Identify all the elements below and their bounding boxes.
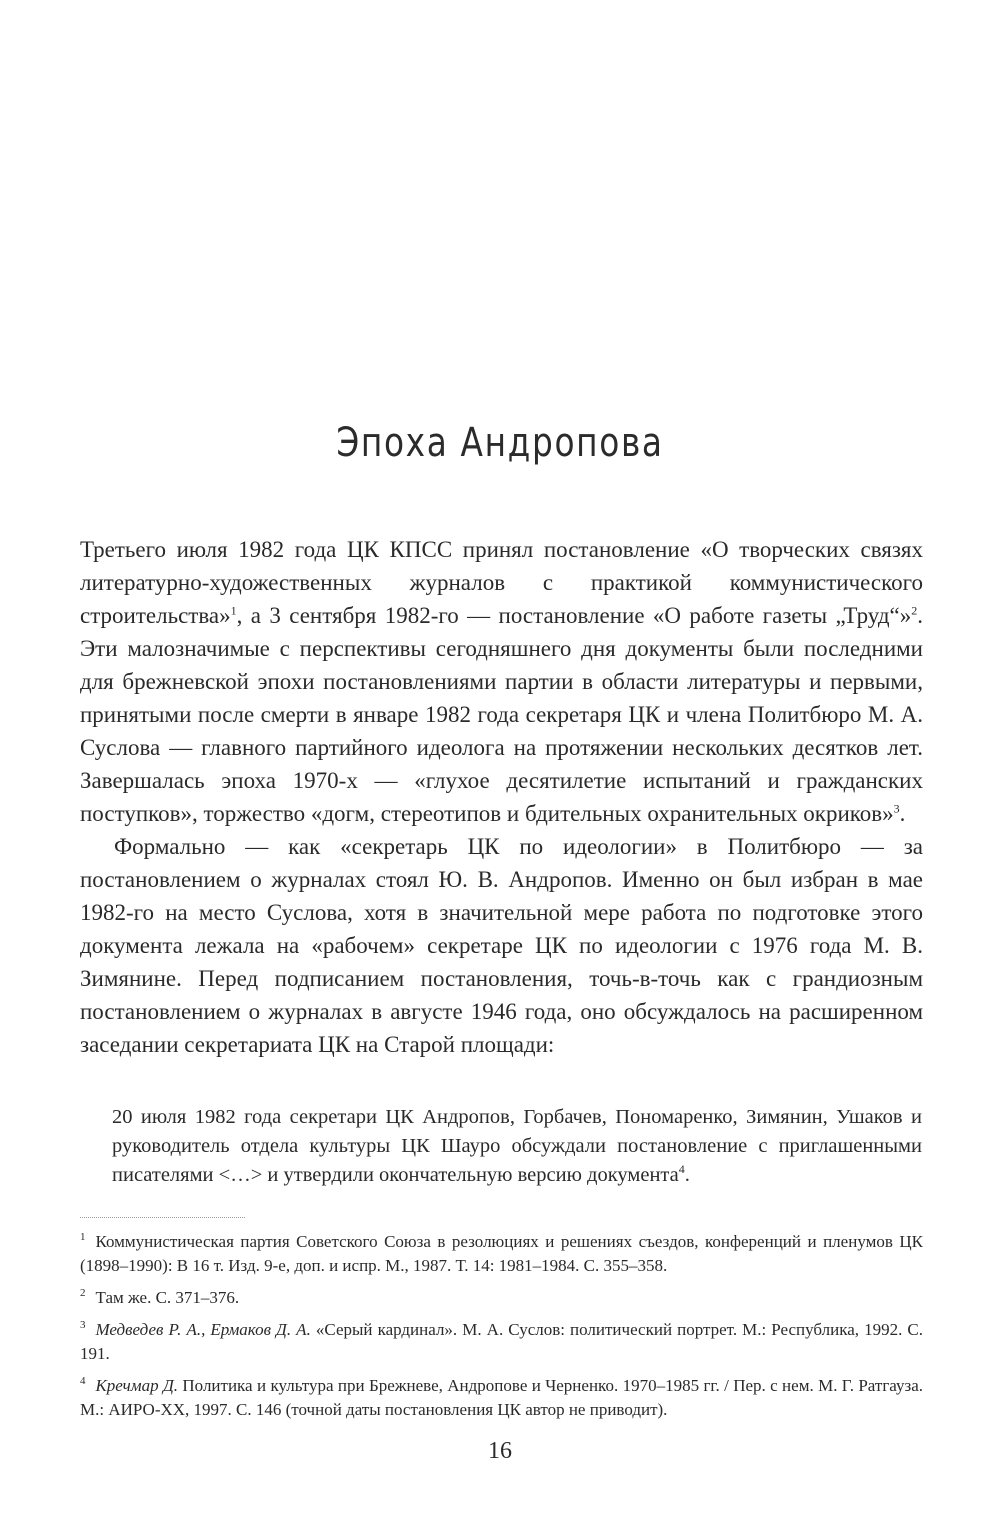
paragraph-1-part-3: . Эти малозначимые с перспективы сегодняшнего дня документы были последними для брежневской эпохи постановлениями партии в области литературы и первыми, принятыми после смерти в январе 1982 года секретаря ЦК и члена Политбюро М. А. Суслова — главного партийного идеолога на протяжении нескольких десятков лет. Завершалась эпоха 1970-х — «глухое десятилетие испытаний и гражданских поступков», торжество «догм, стереотипов и бдительных охранительных окриков» bbox=[80, 603, 923, 826]
quote-end: . bbox=[684, 1164, 690, 1186]
footnotes bbox=[80, 1230, 923, 1430]
paragraph-1-part-2: , а 3 сентября 1982-го — постановление «О работе газеты „Труд“» bbox=[236, 603, 912, 628]
footnote-ref-1[interactable]: 1 bbox=[230, 603, 237, 618]
footnote-ref-3[interactable]: 3 bbox=[893, 801, 900, 816]
paragraph-1-part-1: Третьего июля 1982 года ЦК КПСС принял постановление «О творческих связях литературно-художественных журналов с практикой коммунистического строительства» bbox=[80, 537, 923, 628]
paragraph-1-part-4: . bbox=[899, 801, 906, 826]
paragraph-2: Формально — как «секретарь ЦК по идеологии» в Политбюро — за постановлением о журналах стоял Ю. В. Андропов. Именно он был избран в мае 1982-го на место Суслова, хотя в значительной мере работа по подготовке этого документа лежала на «рабочем» секретаре ЦК по идеологии с 1976 года М. В. Зимянине. Перед подписанием постановления, точь-в-точь как с грандиозным постановлением о журналах в августе 1946 года, оно обсуждалось на расширенном заседании секретариата ЦК на Старой площади: bbox=[80, 834, 923, 1057]
quote-text: 20 июля 1982 года секретари ЦК Андропов, Горбачев, Пономаренко, Зимянин, Ушаков и руководитель отдела культуры ЦК Шауро обсуждали постановление с приглашенными писателями <…> и утвердили окончательную версию документа bbox=[112, 1106, 922, 1186]
footnote-text: Коммунистическая партия Советского Союза в резолюциях и решениях съездов, конференций и пленумов ЦК (1898–1990): В 16 т. Изд. 9-е, доп. и испр. М., 1987. Т. 14: 1981–1984. С. 355–358. bbox=[80, 1232, 923, 1275]
footnote-ref-2[interactable]: 2 bbox=[911, 603, 918, 618]
chapter-title: Эпоха Андропова bbox=[336, 420, 664, 466]
block-quote bbox=[112, 1103, 922, 1190]
footnote-3 bbox=[80, 1318, 923, 1366]
footnote-ref-4[interactable]: 4 bbox=[678, 1162, 685, 1177]
footnote-number: 1 bbox=[80, 1231, 86, 1244]
paragraph-1 bbox=[80, 533, 923, 830]
footnote-4 bbox=[80, 1374, 923, 1422]
footnote-text: Там же. С. 371–376. bbox=[95, 1288, 240, 1307]
footnote-text: «Серый кардинал». М. А. Суслов: политический портрет. М.: Республика, 1992. С. 191. bbox=[80, 1320, 924, 1363]
footnote-1 bbox=[80, 1230, 923, 1278]
body-text bbox=[80, 533, 923, 1061]
footnote-number: 4 bbox=[80, 1375, 86, 1388]
page-number: 16 bbox=[488, 1438, 512, 1464]
footnote-author: Медведев Р. А., Ермаков Д. А. bbox=[95, 1320, 311, 1339]
footnote-number: 2 bbox=[80, 1287, 86, 1300]
footnote-number: 3 bbox=[80, 1319, 86, 1332]
footnote-text: Политика и культура при Брежневе, Андропове и Черненко. 1970–1985 гг. / Пер. с нем. М. Г. Ратгауза. М.: АИРО-XX, 1997. С. 146 (точной даты постановления ЦК автор не приводит). bbox=[80, 1376, 923, 1419]
footnote-2 bbox=[80, 1286, 923, 1310]
footnote-divider bbox=[80, 1217, 245, 1218]
footnote-author: Кречмар Д. bbox=[95, 1376, 179, 1395]
